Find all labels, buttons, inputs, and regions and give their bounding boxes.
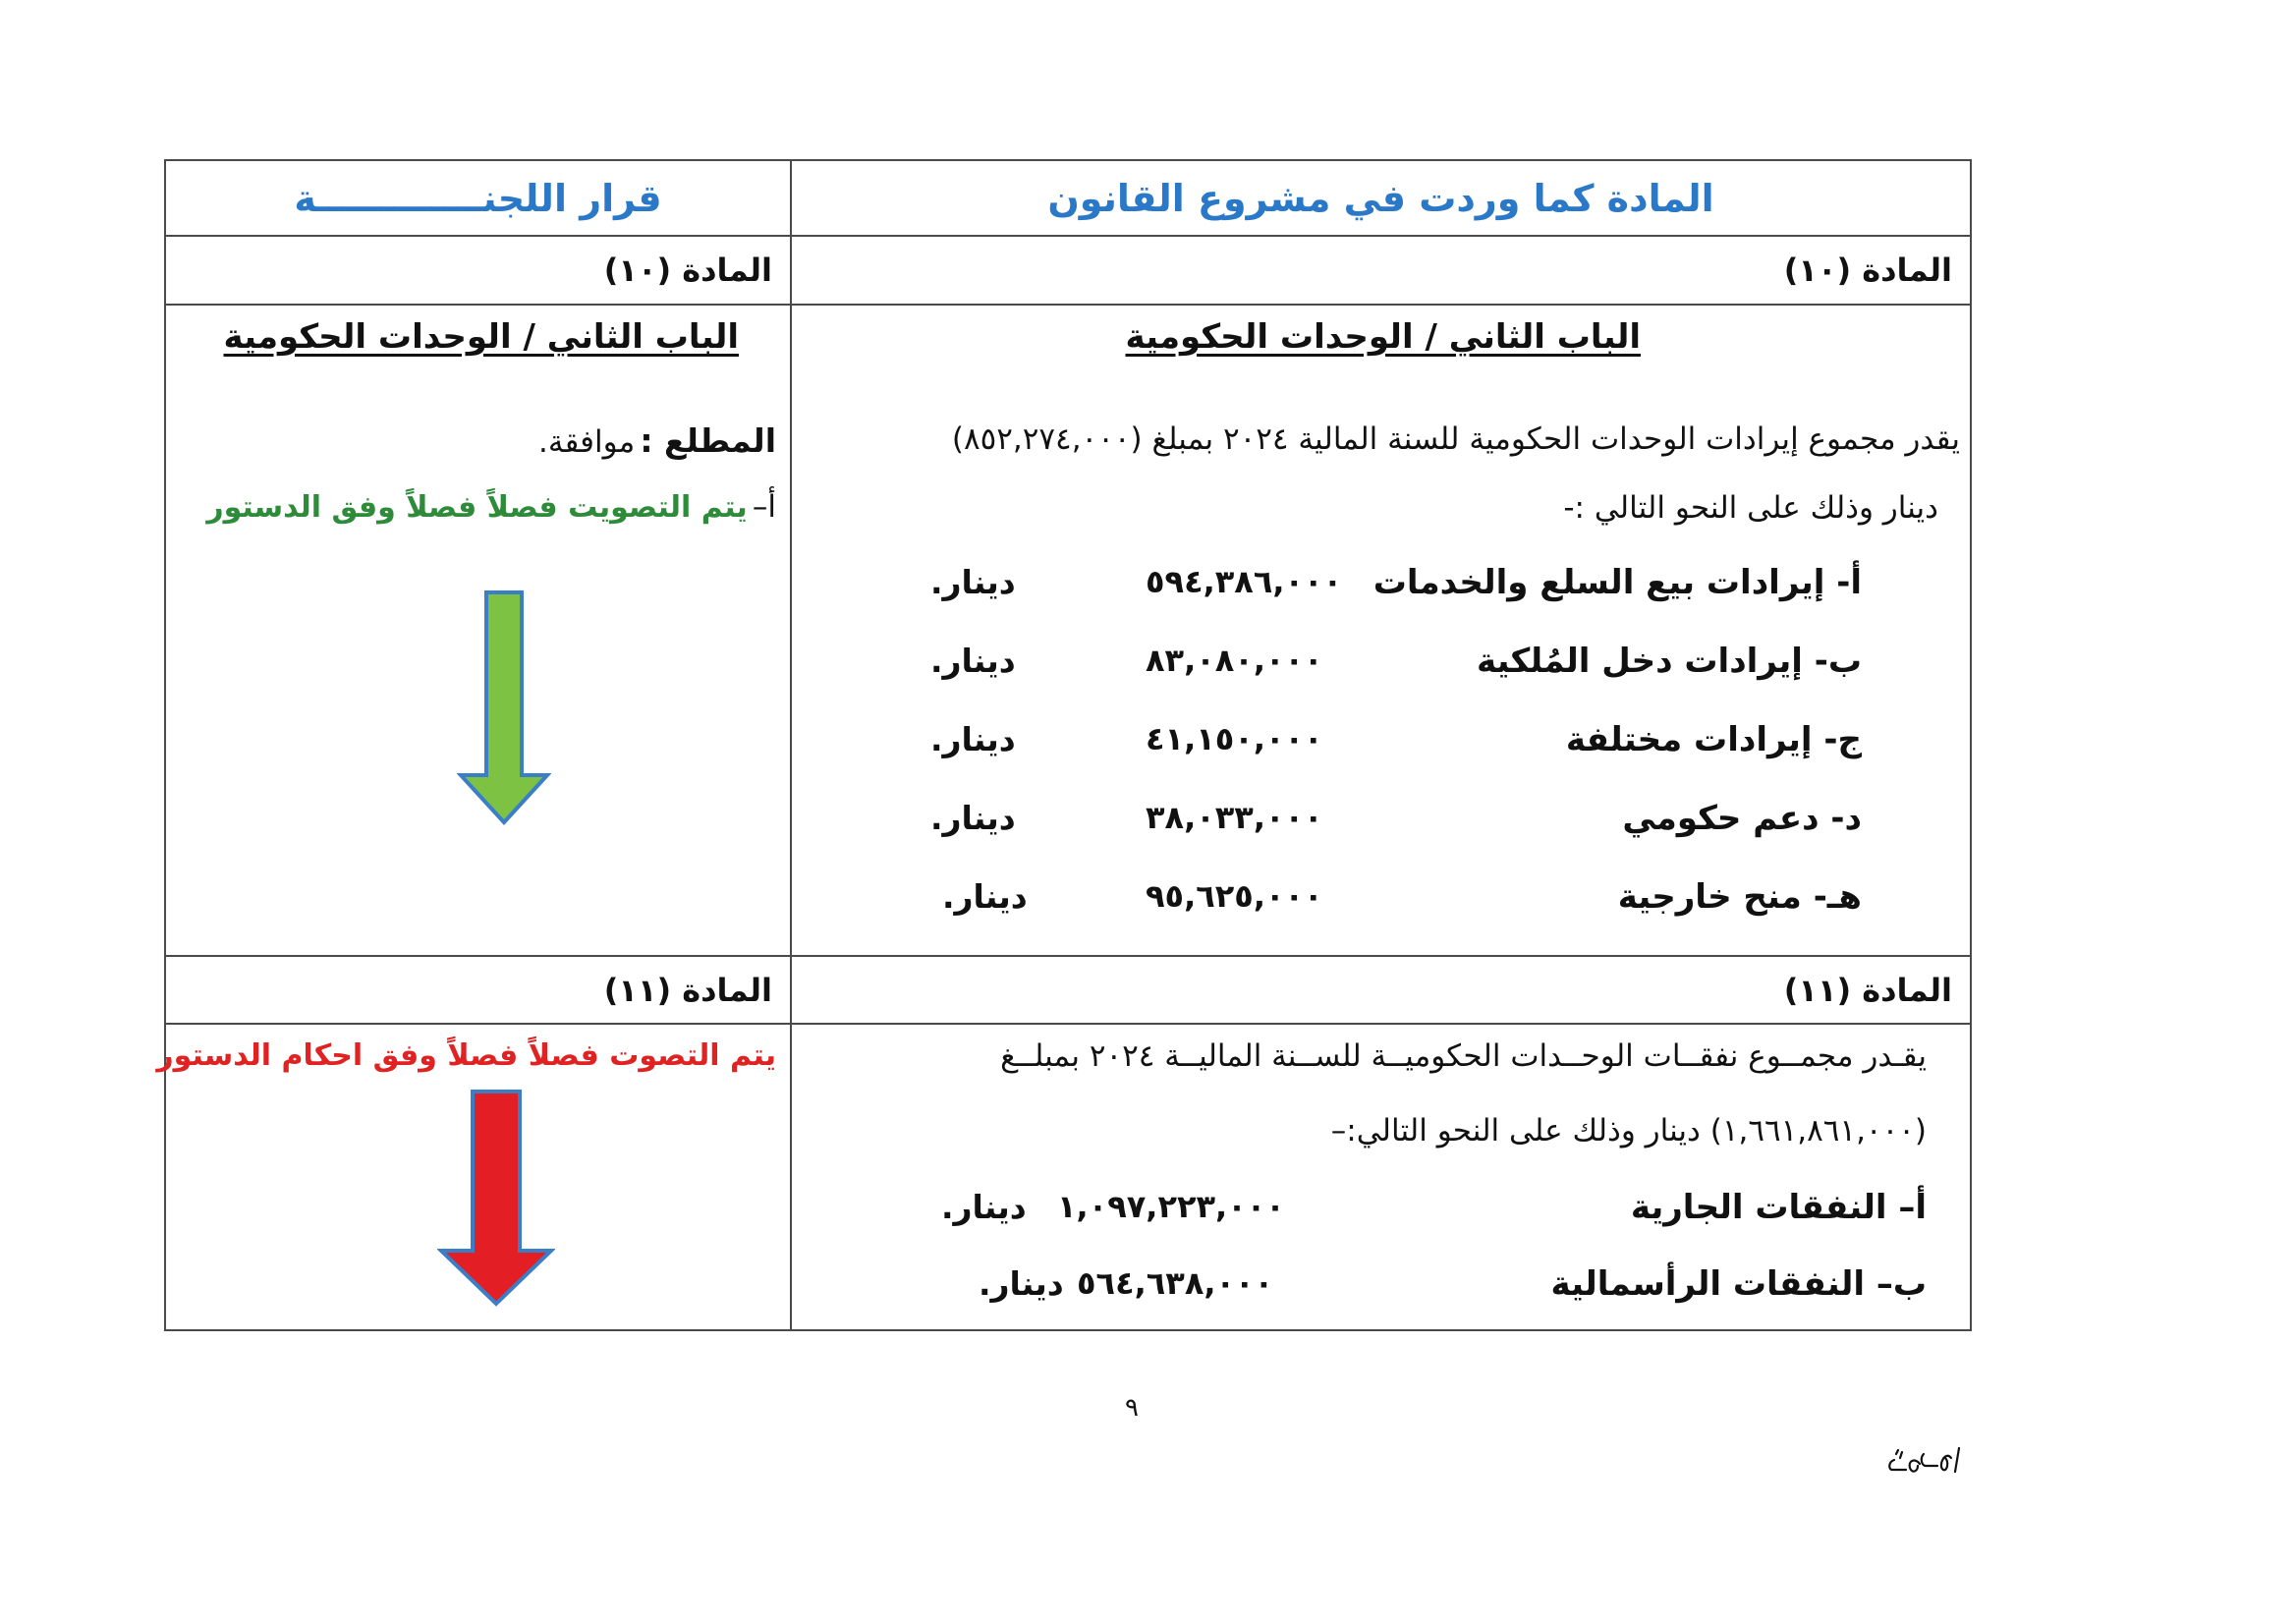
article10-label-original: المادة (١٠) [1783,252,1952,290]
article11-intro-line1: يقـدر مجمــوع نفقــات الوحــدات الحكوميــة للســنة الماليــة ٢٠٢٤ بمبلــغ [1000,1038,1927,1075]
article10-item-label: د- دعم حكومي [1622,798,1862,838]
article10-decision-line [538,421,776,460]
header-row [165,160,1971,236]
article10-item-amount: ٥٩٤,٣٨٦,٠٠٠ [1146,562,1343,600]
article11-label-row [165,956,1971,1024]
signature-mark [1886,1436,1965,1485]
article11-item-label: ب– النفقات الرأسمالية [1550,1264,1927,1305]
article10-item-amount: ٩٥,٦٢٥,٠٠٠ [1146,876,1323,915]
article10-item-amount: ٣٨,٠٣٣,٠٠٠ [1146,798,1323,836]
article10-label-row [165,236,1971,304]
article10-item-unit: دينار. [930,719,1016,758]
article11-label-original: المادة (١١) [1783,971,1952,1009]
article10-original-cell [791,305,1971,956]
article10-item-unit: دينار. [930,641,1016,680]
header-committee-cell [165,160,791,236]
article10-section-title-original: الباب الثاني / الوحدات الحكومية [1125,316,1641,357]
voting-note-red: يتم التصوت فصلاً فصلاً وفق احكام الدستور [156,1038,776,1074]
article11-item-unit: دينار. [941,1188,1027,1227]
article11-item-label: أ– النفقات الجارية [1630,1188,1927,1228]
article10-item-unit: دينار. [942,876,1028,916]
header-committee-title: قرار اللجنـــــــــــــة [294,176,662,220]
article10-label-committee: المادة (١٠) [603,252,772,290]
article11-content-row [165,1024,1971,1330]
page-number: ٩ [1125,1393,1139,1423]
voting-note-prefix: أ– [752,488,776,525]
article10-intro-line2: دينار وذلك على النحو التالي :- [1563,489,1938,526]
article11-original-cell [791,1024,1971,1330]
article10-intro-line1: يقدر مجموع إيرادات الوحدات الحكومية للسنة المالية ٢٠٢٤ بمبلغ (٨٥٢,٢٧٤,٠٠٠) [951,420,1960,457]
article10-item-unit: دينار. [930,798,1016,837]
comparison-table [156,159,1972,1331]
article10-item-label: هـ- منح خارجية [1617,876,1862,917]
header-original-title: المادة كما وردت في مشروع القانون [1047,176,1714,220]
article10-item-label: أ- إيرادات بيع السلع والخدمات [1372,562,1862,602]
article11-label-committee: المادة (١١) [603,971,772,1009]
article10-item-unit: دينار. [930,562,1016,601]
article10-item-amount: ٨٣,٠٨٠,٠٠٠ [1146,641,1323,679]
article11-item-unit: دينار. [979,1264,1064,1304]
article10-content-row [165,305,1971,956]
article10-voting-note-line [206,489,776,525]
voting-note-green: يتم التصويت فصلاً فصلاً وفق الدستور [206,489,748,525]
article11-committee-cell [156,1024,791,1330]
article11-item-amount: ٥٦٤,٦٣٨,٠٠٠ [1077,1264,1274,1303]
article11-item-amount: ١,٠٩٧,٢٢٣,٠٠٠ [1057,1188,1285,1226]
article10-committee-cell [165,305,791,956]
red-down-arrow-icon [437,1090,555,1308]
green-down-arrow-icon [457,590,551,826]
article10-item-label: ج- إيرادات مختلفة [1565,719,1862,759]
article10-item-label: ب- إيرادات دخل المُلكية [1477,641,1862,681]
decision-intro-label: المطلع : [640,420,776,460]
article10-item-amount: ٤١,١٥٠,٠٠٠ [1146,719,1323,757]
article10-section-title-committee: الباب الثاني / الوحدات الحكومية [223,316,739,357]
header-original-cell [791,160,1971,236]
article11-intro-line2: (١,٦٦١,٨٦١,٠٠٠) دينار وذلك على النحو التالي:– [1330,1113,1927,1149]
decision-intro-text: موافقة. [538,423,636,460]
